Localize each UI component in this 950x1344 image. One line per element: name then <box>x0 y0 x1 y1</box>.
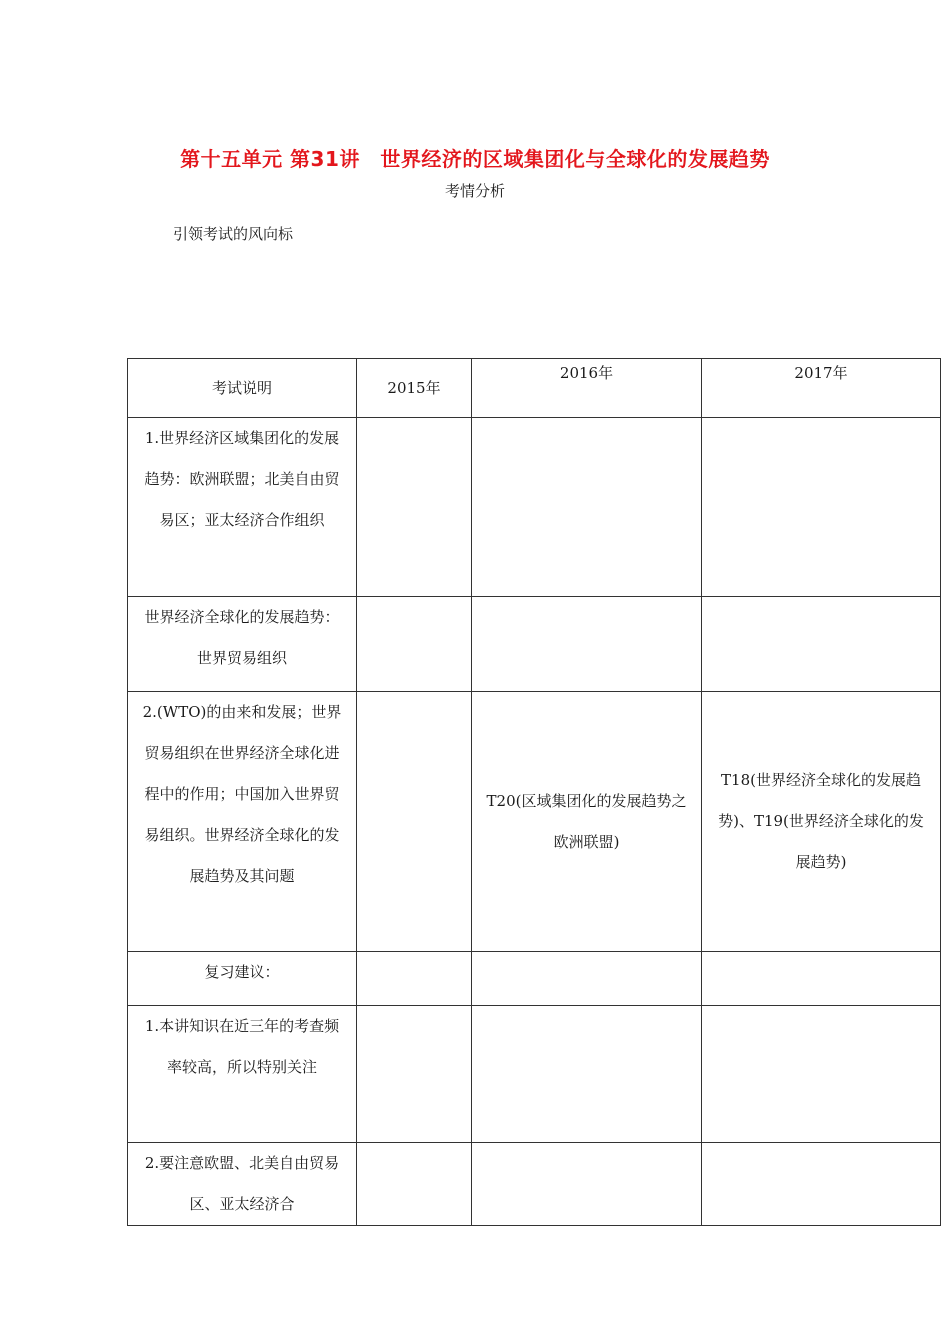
table-cell <box>357 418 472 597</box>
table-cell <box>702 597 941 692</box>
table-cell <box>472 952 702 1006</box>
table-cell: 世界经济全球化的发展趋势：世界贸易组织 <box>128 597 357 692</box>
table-row <box>128 1143 941 1226</box>
page-title: 第十五单元 第31讲 世界经济的区域集团化与全球化的发展趋势 <box>180 147 770 171</box>
table-row <box>128 952 941 1006</box>
table-cell <box>702 418 941 597</box>
page-subtitle: 考情分析 <box>444 182 505 200</box>
exam-table <box>127 358 941 1226</box>
header-cell: 2015年 <box>357 359 472 418</box>
table-row <box>128 692 941 952</box>
header-cell: 2017年 <box>702 359 941 418</box>
table-cell <box>472 597 702 692</box>
table-cell <box>357 692 472 952</box>
lead-text: 引领考试的风向标 <box>173 225 294 243</box>
table-cell: 复习建议： <box>128 952 357 1006</box>
table-header-row <box>128 359 941 418</box>
table-row <box>128 418 941 597</box>
header-cell: 考试说明 <box>128 359 357 418</box>
table-cell: 2.要注意欧盟、北美自由贸易区、亚太经济合 <box>128 1143 357 1226</box>
table-cell <box>702 1006 941 1143</box>
table-cell <box>702 1143 941 1226</box>
table-cell: T20(区域集团化的发展趋势之欧洲联盟) <box>472 692 702 952</box>
table-cell <box>472 1006 702 1143</box>
table-cell <box>357 952 472 1006</box>
table-row <box>128 1006 941 1143</box>
table-cell <box>357 1006 472 1143</box>
header-cell: 2016年 <box>472 359 702 418</box>
table-cell: 1.世界经济区域集团化的发展趋势：欧洲联盟；北美自由贸易区；亚太经济合作组织 <box>128 418 357 597</box>
table-cell: 1.本讲知识在近三年的考查频率较高，所以特别关注 <box>128 1006 357 1143</box>
table-cell <box>357 597 472 692</box>
table-cell <box>472 418 702 597</box>
table-cell: T18(世界经济全球化的发展趋势)、T19(世界经济全球化的发展趋势) <box>702 692 941 952</box>
table-cell <box>472 1143 702 1226</box>
table-row <box>128 597 941 692</box>
table-cell <box>357 1143 472 1226</box>
table-cell <box>702 952 941 1006</box>
table-cell: 2.(WTO)的由来和发展；世界贸易组织在世界经济全球化进程中的作用；中国加入世界贸易组织。世界经济全球化的发展趋势及其问题 <box>128 692 357 952</box>
